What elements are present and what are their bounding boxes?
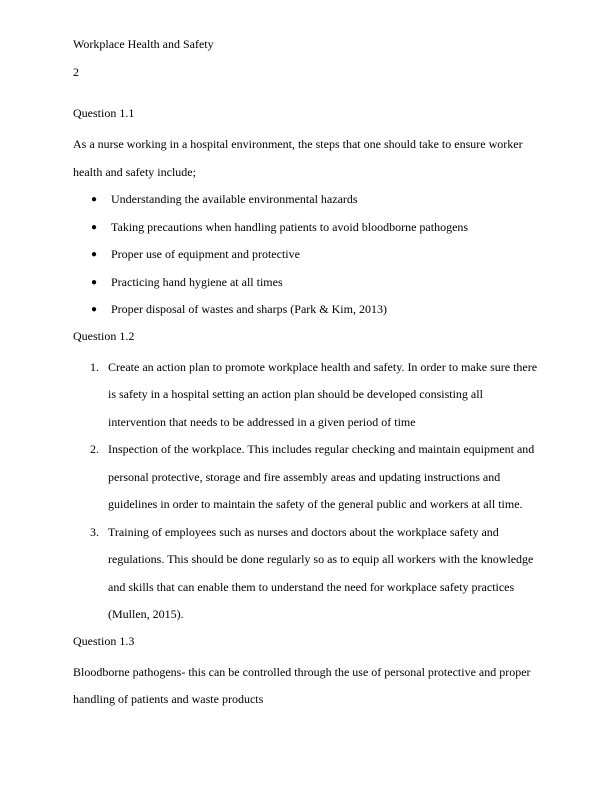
list-number: 3. [90,524,99,539]
list-item-text: Proper disposal of wastes and sharps (Park & Kim, 2013) [111,302,387,316]
question-1-1-bullet-list [73,186,543,324]
list-number: 2. [90,442,99,456]
list-item-text: Create an action plan to promote workplace health and safety. In order to make sure there is safety in a hospital setting an action plan should be developed consisting all intervention that needs to be addressed in a given period of time [108,359,538,429]
running-header [73,36,214,92]
question-1-3-text: Bloodborne pathogens- this can be controlled through the use of personal protective and proper handling of patients and waste products [73,664,531,706]
list-item [73,241,543,269]
bullet-icon: ● [91,276,98,288]
list-item [73,214,543,242]
list-item [73,519,543,629]
bullet-icon: ● [91,194,98,205]
list-item [73,296,543,324]
question-1-1-intro: As a nurse working in a hospital environment, the steps that one should take to ensure worker health and safety include; [73,137,523,179]
question-1-3-heading: Question 1.3 [73,633,135,648]
header-title: Workplace Health and Safety [73,37,214,51]
list-item [73,269,543,297]
list-item-text: Proper use of equipment and protective [111,247,300,261]
bullet-icon: ● [91,304,98,315]
list-item [73,186,543,214]
list-item-text: Practicing hand hygiene at all times [111,274,283,289]
question-1-2-heading: Question 1.2 [73,328,135,343]
list-number: 1. [90,359,99,374]
question-1-2-numbered-list [73,354,543,629]
list-item-text: Taking precautions when handling patients to avoid bloodborne pathogens [111,219,469,234]
question-1-1-heading: Question 1.1 [73,106,135,120]
list-item-text: Training of employees such as nurses and doctors about the workplace safety and regulations. This should be done regularly so as to equip all workers with the knowledge and skills that can enable them to understand the need for workplace safety practices (Mullen, 2015). [108,524,534,621]
list-item-text: Inspection of the workplace. This includes regular checking and maintain equipment and personal protective, storage and fire assembly areas and updating instructions and guidelines in order to maintain the safety of the general public and workers at all time. [108,442,535,511]
list-item-text: Understanding the available environmental hazards [111,192,358,206]
document-body [73,103,543,714]
list-item [73,436,543,519]
list-item [73,354,543,437]
page-number: 2 [73,65,79,79]
bullet-icon: ● [91,221,98,233]
bullet-icon: ● [91,249,98,260]
